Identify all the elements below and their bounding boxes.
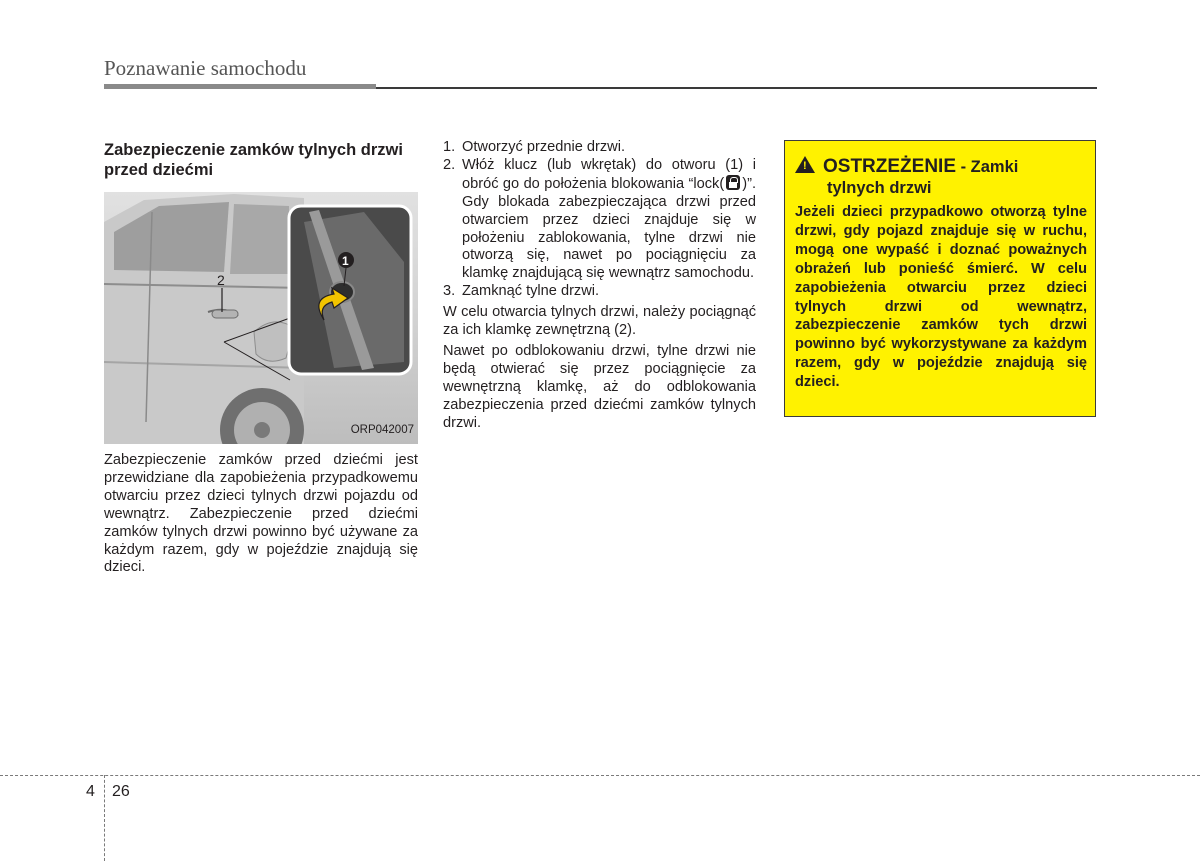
warning-triangle-icon: ! bbox=[795, 156, 815, 173]
lock-icon bbox=[726, 175, 740, 190]
footer-rule bbox=[0, 775, 1200, 776]
callout-2-label: 2 bbox=[217, 272, 225, 288]
warning-box bbox=[784, 140, 1096, 417]
list-text bbox=[462, 157, 756, 283]
list-text: Zamknąć tylne drzwi. bbox=[462, 283, 600, 300]
left-column bbox=[104, 140, 418, 577]
footer-vertical-rule bbox=[104, 775, 105, 861]
paragraph: W celu otwarcia tylnych drzwi, należy pociągnąć za ich klamkę zewnętrzną (2). bbox=[443, 304, 756, 339]
list-item bbox=[443, 157, 756, 283]
figure-code: ORP042007 bbox=[350, 424, 414, 436]
middle-column bbox=[443, 139, 756, 433]
car-door-drawing bbox=[104, 192, 418, 444]
callout-1-label: 1 bbox=[342, 254, 349, 268]
warning-title bbox=[795, 156, 1085, 199]
list-number: 2. bbox=[443, 156, 456, 173]
warning-title-line2: tylnych drzwi bbox=[827, 179, 932, 197]
page-header-title: Poznawanie samochodu bbox=[104, 56, 307, 80]
list-number: 1. bbox=[443, 139, 456, 155]
list-item bbox=[443, 283, 756, 301]
header-rule-accent bbox=[104, 84, 376, 89]
paragraph: Nawet po odblokowaniu drzwi, tylne drzwi nie będą otwierać się przez pociągnięcie za wewnętrzną klamkę, aż do odblokowania zabezpieczenia przed dziećmi zamków tylnych drzwi. bbox=[443, 342, 756, 431]
page-number: 26 bbox=[112, 783, 130, 800]
child-lock-description: Zabezpieczenie zamków przed dziećmi jest przewidziane dla zapobieżenia przypadkowemu otwarciu przez dzieci tylnych drzwi pojazdu od wewnątrz. Zabezpieczenie przed dziećmi zamków tylnych drzwi powinno być używane za każdym razem, gdy w pojeździe znajdują się dzieci. bbox=[104, 452, 418, 576]
chapter-number: 4 bbox=[86, 783, 95, 800]
header-rule bbox=[376, 87, 1097, 89]
section-heading: Zabezpieczenie zamków tylnych drzwi przed dziećmi bbox=[104, 141, 403, 179]
step2-text-start: Włóż klucz (lub wkrętak) do otworu (1) i obróć go do położenia blokowania “lock( bbox=[462, 156, 756, 192]
warning-title-rest: - Zamki bbox=[956, 158, 1019, 176]
list-number: 3. bbox=[443, 283, 456, 300]
list-item bbox=[443, 139, 756, 157]
warning-title-main: OSTRZEŻENIE bbox=[823, 156, 957, 177]
child-lock-illustration bbox=[104, 192, 418, 444]
warning-body: Jeżeli dzieci przypadkowo otworzą tylne drzwi, gdy pojazd znajduje się w ruchu, mogą one wypaść i doznać poważnych obrażeń lub ponieść śmierć. W celu zapobieżenia otwarciu przez dzieci tylnych drzwi od wewnątrz, zabezpieczenie zamków tych drzwi powinno być wykorzystywane za każdym razem, gdy w pojeździe znajdują się dzieci. bbox=[795, 204, 1087, 391]
step2-text-end: )”. Gdy blokada zabezpieczająca drzwi przed otwarciem przez dzieci znajduje się w położeniu zablokowania, tylne drzwi nie otworzą się, nawet po pociągnięciu za klamkę znajdującą się wewnątrz samochodu. bbox=[462, 175, 756, 282]
list-text: Otworzyć przednie drzwi. bbox=[462, 139, 626, 155]
